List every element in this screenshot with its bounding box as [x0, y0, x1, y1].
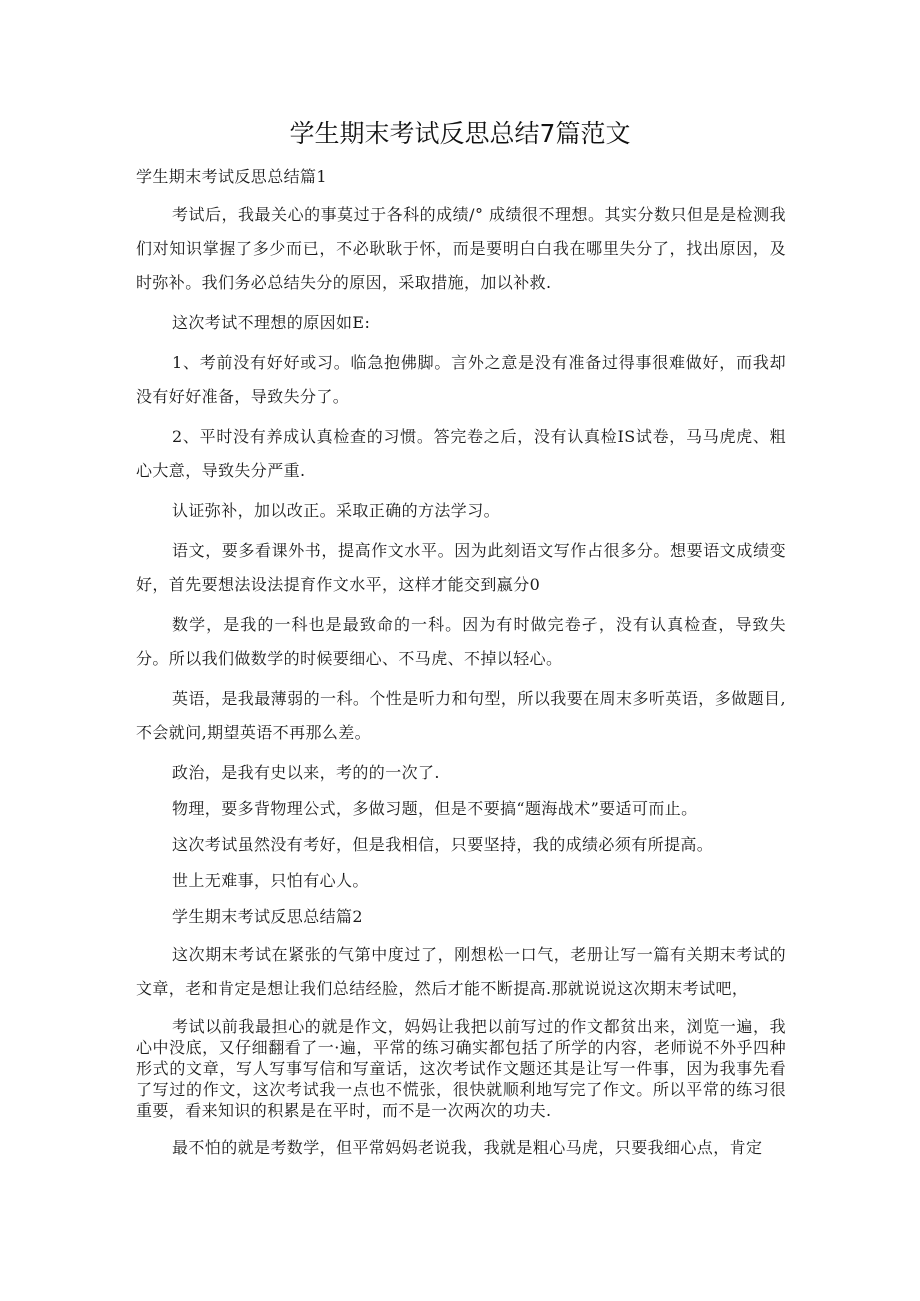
document-body	[136, 160, 786, 1171]
paragraph: 数学，是我的一科也是最致命的一科。因为有时做完卷孑，没有认真检查，导致失分。所以我们做数学的时候要细心、不马虎、不掉以轻心。	[136, 615, 786, 668]
paragraph: 语文，要多看课外书，提高作文水平。因为此刻语文写作占很多分。想要语文成绩变好，首先要想法设法提育作文水平，这样才能交到嬴分0	[136, 541, 786, 594]
paragraph: 物理，要多背物理公式，多做习题，但是不要搞“题海战术”要适可而止。	[172, 799, 698, 818]
paragraph: 这次考试不理想的原因如E:	[172, 313, 371, 332]
section-heading: 学生期末考试反思总结篇2	[172, 907, 363, 926]
paragraph: 认证弥补，加以改正。采取正确的方法学习。	[172, 501, 501, 520]
paragraph: 考试以前我最担心的就是作文，妈妈让我把以前写过的作文都贫出来，浏览一遍，我心中没底，又仔细翻看了一·遍，平常的练习确实都包括了所学的内容，老师说不外乎四种形式的文章，写人写事写信和写童话，这次考试作文题还其是让写一件事，因为我事先看了写过的作文，这次考试我一点也不慌张，很快就顺利地写完了作文。所以平常的练习很重要，看来知识的积累是在平时，而不是一次两次的功夫.	[136, 1017, 786, 1120]
section-heading: 学生期末考试反思总结篇1	[136, 167, 327, 186]
paragraph: 1、考前没有好好或习。临急抱佛脚。言外之意是没有准备过得事很难做好，而我却没有好好准备，导致失分了。	[136, 353, 786, 406]
paragraph: 2、平时没有养成认真检查的习惯。答完卷之后，没有认真检IS试卷，马马虎虎、粗心大意，导致失分严重.	[136, 427, 786, 480]
paragraph: 政治，是我有史以来，考的的一次了.	[172, 763, 440, 782]
paragraph: 英语，是我最薄弱的一科。个性是听力和句型，所以我要在周末多听英语，多做题目,不会就问,期望英语不再那么差。	[136, 689, 786, 742]
paragraph: 最不怕的就是考数学，但平常妈妈老说我，我就是粗心马虎，只要我细心点，肯定	[172, 1138, 763, 1157]
paragraph: 这次期末考试在紧张的气第中度过了，刚想松一口气，老册让写一篇有关期末考试的文章，老和肯定是想让我们总结经脸，然后才能不断提高.那就说说这次期末考试吧，	[136, 945, 786, 998]
paragraph: 考试后，我最关心的事莫过于各科的成绩/° 成绩很不理想。其实分数只但是是检测我们对知识掌握了多少而已，不必耿耿于怀，而是要明白白我在哪里失分了，找出原因，及时弥补。我们务必总结失分的原因，采取措施，加以补救.	[136, 205, 786, 292]
paragraph: 这次考试虽然没有考好，但是我相信，只要坚持，我的成绩必须有所提高。	[172, 835, 714, 854]
paragraph: 世上无难事，只怕有心人。	[172, 871, 369, 890]
document-title: 学生期末考试反思总结7篇范文	[289, 119, 631, 148]
